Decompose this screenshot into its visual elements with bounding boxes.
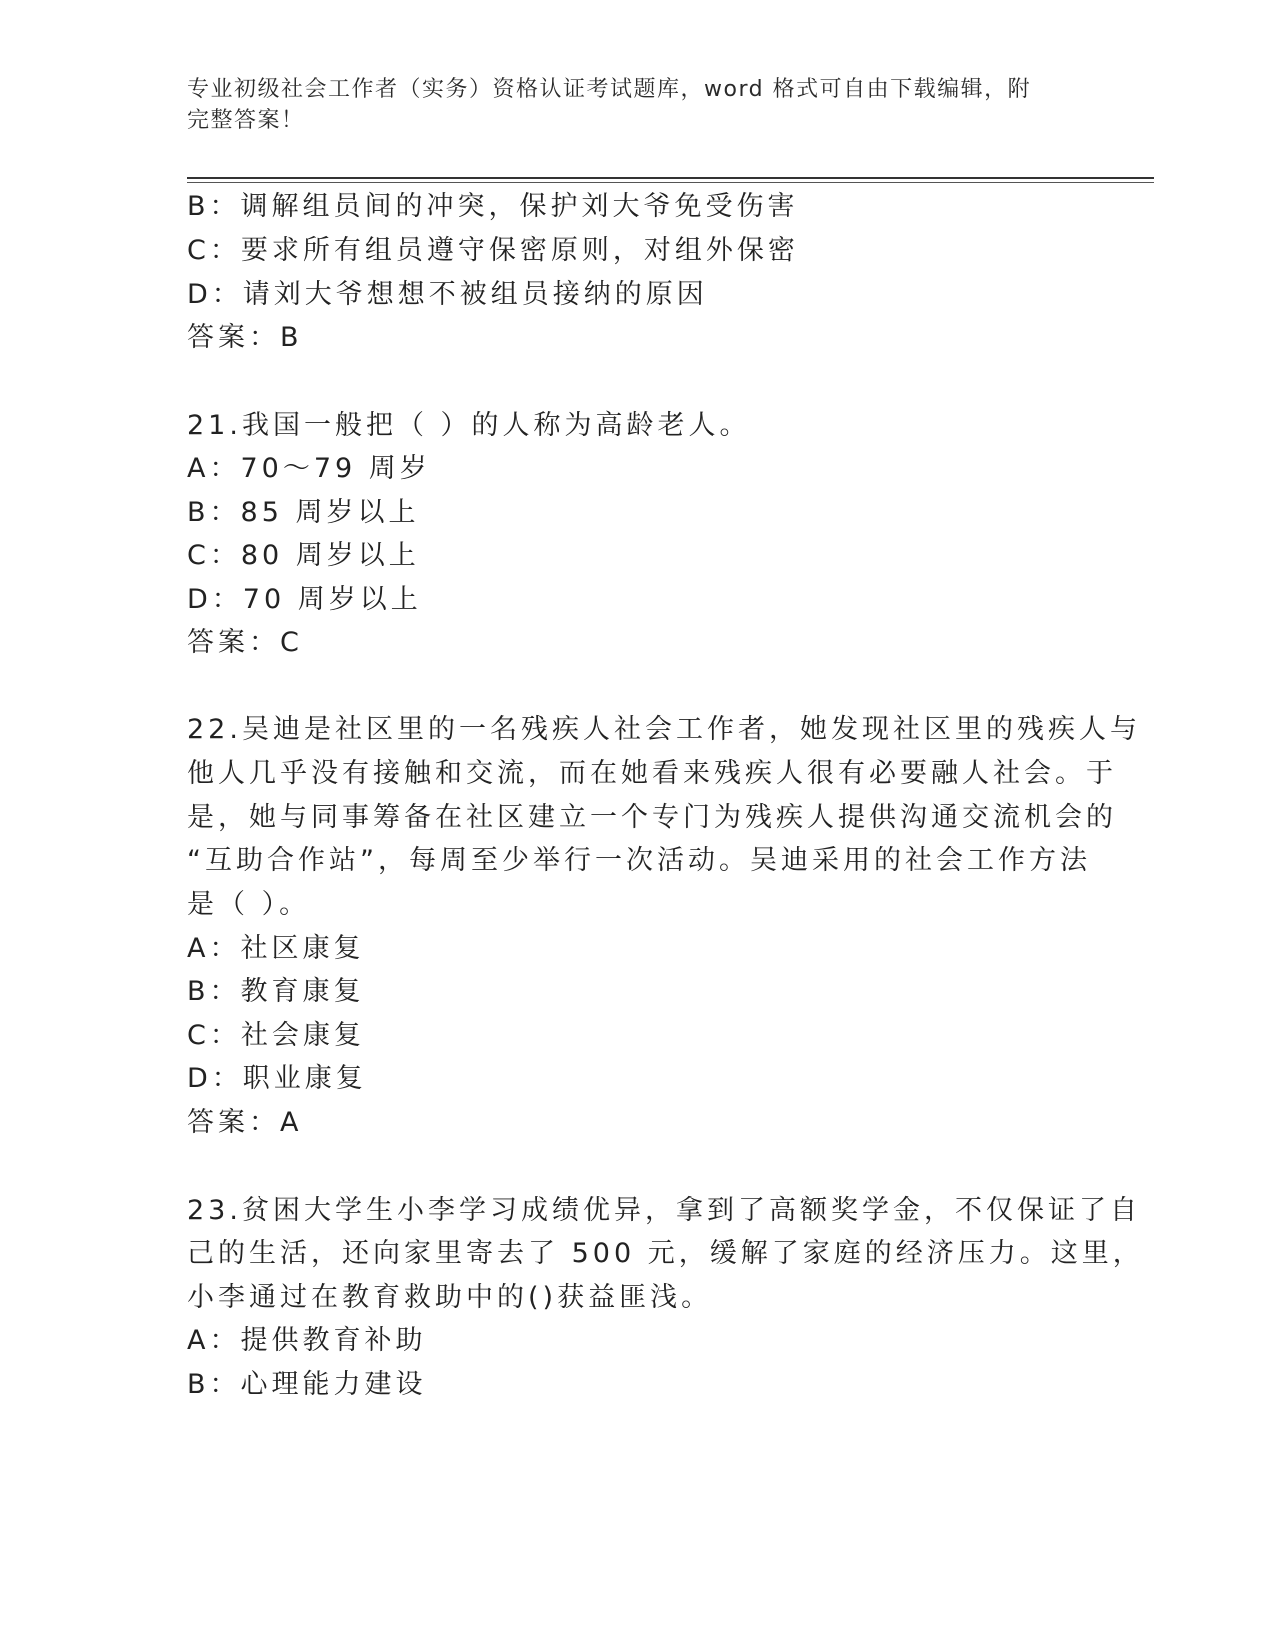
q22-stem-line-1: 22.吴迪是社区里的一名残疾人社会工作者，她发现社区里的残疾人与: [187, 714, 1141, 745]
q21-option-a: A：70～79 周岁: [187, 453, 431, 484]
q20-option-c: C：要求所有组员遵守保密原则，对组外保密: [187, 235, 799, 266]
header-line-2: 完整答案！: [187, 108, 305, 133]
q22-option-d: D：职业康复: [187, 1063, 367, 1094]
q22-answer: 答案：A: [187, 1107, 303, 1138]
q22-option-c: C：社会康复: [187, 1020, 365, 1051]
q21-stem: 21.我国一般把（ ）的人称为高龄老人。: [187, 410, 751, 441]
header-line-1: 专业初级社会工作者（实务）资格认证考试题库，word 格式可自由下载编辑，附: [187, 77, 1032, 102]
q22-option-b: B：教育康复: [187, 976, 365, 1007]
q22-stem-line-5: 是（ ）。: [187, 889, 311, 920]
q20-option-b: B：调解组员间的冲突，保护刘大爷免受伤害: [187, 191, 799, 222]
q23-option-b: B：心理能力建设: [187, 1369, 427, 1400]
document-header: [187, 74, 1067, 136]
header-divider-thin: [187, 182, 1154, 183]
q23-option-a: A：提供教育补助: [187, 1325, 427, 1356]
q21-option-c: C：80 周岁以上: [187, 540, 420, 571]
q23-stem-line-3: 小李通过在教育救助中的()获益匪浅。: [187, 1282, 713, 1313]
q23-stem-line-1: 23.贫困大学生小李学习成绩优异，拿到了高额奖学金，不仅保证了自: [187, 1195, 1141, 1226]
q21-option-b: B：85 周岁以上: [187, 497, 420, 528]
q22-option-a: A：社区康复: [187, 933, 365, 964]
q21-answer: 答案：C: [187, 627, 303, 658]
q22-stem-line-4: “互助合作站”，每周至少举行一次活动。吴迪采用的社会工作方法: [187, 845, 1091, 876]
q20-answer: 答案：B: [187, 322, 303, 353]
header-divider-thick: [187, 177, 1154, 179]
q22-stem-line-3: 是，她与同事筹备在社区建立一个专门为残疾人提供沟通交流机会的: [187, 802, 1117, 833]
q23-stem-line-2: 己的生活，还向家里寄去了 500 元，缓解了家庭的经济压力。这里，: [187, 1238, 1144, 1269]
q22-stem-line-2: 他人几乎没有接触和交流，而在她看来残疾人很有必要融人社会。于: [187, 758, 1117, 789]
q21-option-d: D：70 周岁以上: [187, 584, 422, 615]
q20-option-d: D：请刘大爷想想不被组员接纳的原因: [187, 279, 708, 310]
